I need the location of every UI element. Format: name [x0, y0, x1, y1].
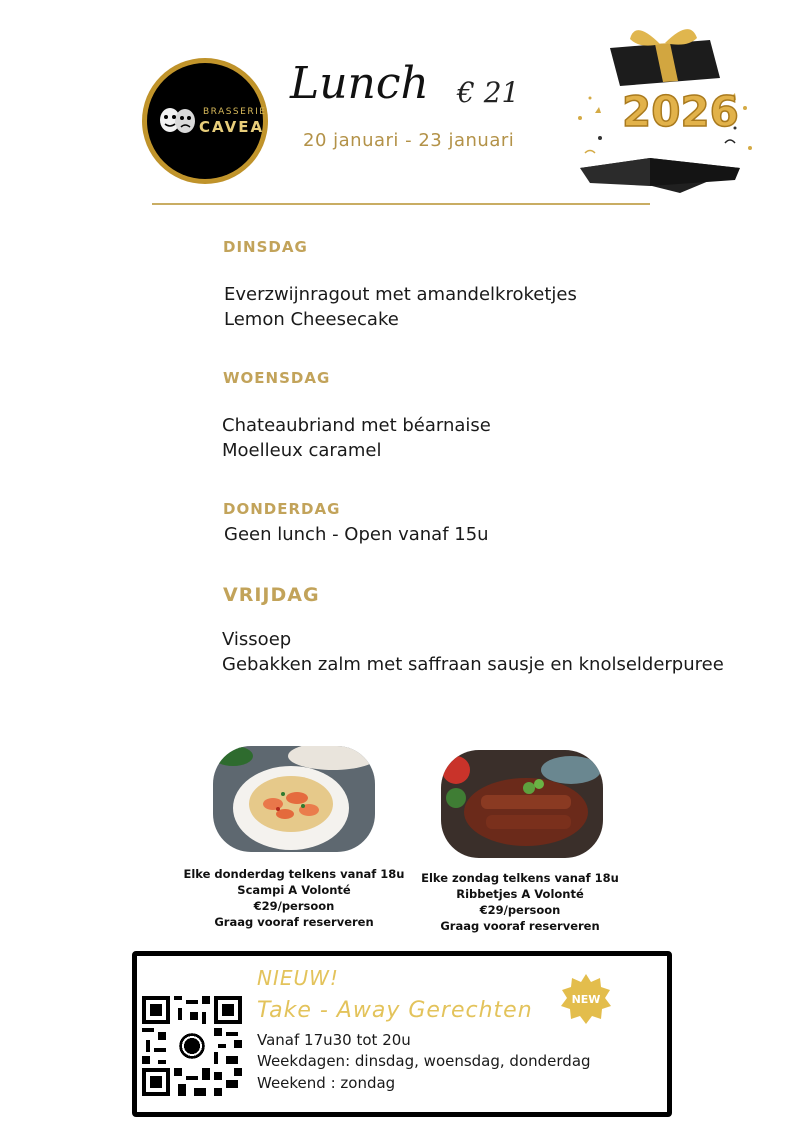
year-text: 2026	[622, 87, 739, 136]
dish-line: Gebakken zalm met saffraan sausje en knolselderpuree	[222, 654, 724, 675]
dish-line: Lemon Cheesecake	[224, 309, 399, 330]
logo-text-big: CAVEA	[199, 118, 265, 136]
brasserie-logo	[142, 58, 268, 184]
page-title: Lunch	[290, 58, 429, 109]
caption-line: Elke zondag telkens vanaf 18u	[421, 871, 619, 885]
dish-line: Everzwijnragout met amandelkroketjes	[224, 284, 577, 305]
scampi-pasta-photo	[213, 746, 375, 852]
caption-line: €29/persoon	[253, 899, 335, 913]
special-caption-scampi	[180, 866, 408, 930]
dish-line: Chateaubriand met béarnaise	[222, 415, 491, 436]
caption-line: Graag vooraf reserveren	[440, 919, 600, 933]
gift-box-2026-illustration	[560, 18, 760, 203]
date-range: 20 januari - 23 januari	[303, 130, 515, 151]
takeaway-hours: Vanaf 17u30 tot 20u	[257, 1031, 411, 1049]
dish-line: Geen lunch - Open vanaf 15u	[224, 524, 489, 545]
new-label: NIEUW!	[257, 966, 339, 990]
caption-line: Graag vooraf reserveren	[214, 915, 374, 929]
theatre-masks-icon	[157, 105, 199, 135]
special-caption-ribbetjes	[410, 870, 630, 934]
caption-line: €29/persoon	[479, 903, 561, 917]
day-heading-donderdag: DONDERDAG	[223, 500, 341, 518]
qr-code[interactable]	[142, 996, 242, 1096]
day-heading-dinsdag: DINSDAG	[223, 238, 308, 256]
caption-line: Ribbetjes A Volonté	[456, 887, 584, 901]
spareribs-photo	[441, 750, 603, 858]
dish-line: Moelleux caramel	[222, 440, 382, 461]
day-heading-woensdag: WOENSDAG	[223, 369, 331, 387]
new-badge-icon	[560, 973, 612, 1025]
takeaway-weekend: Weekend : zondag	[257, 1074, 396, 1092]
takeaway-weekdays: Weekdagen: dinsdag, woensdag, donderdag	[257, 1052, 591, 1070]
day-heading-vrijdag: VRIJDAG	[223, 584, 320, 606]
lunch-price: € 21	[457, 76, 520, 109]
logo-text-small: BRASSERIE	[203, 107, 267, 117]
caption-line: Elke donderdag telkens vanaf 18u	[183, 867, 405, 881]
header-divider	[152, 203, 650, 205]
dish-line: Vissoep	[222, 629, 292, 650]
caption-line: Scampi A Volonté	[237, 883, 351, 897]
takeaway-title: Take - Away Gerechten	[257, 998, 533, 1023]
badge-text: NEW	[571, 993, 601, 1006]
